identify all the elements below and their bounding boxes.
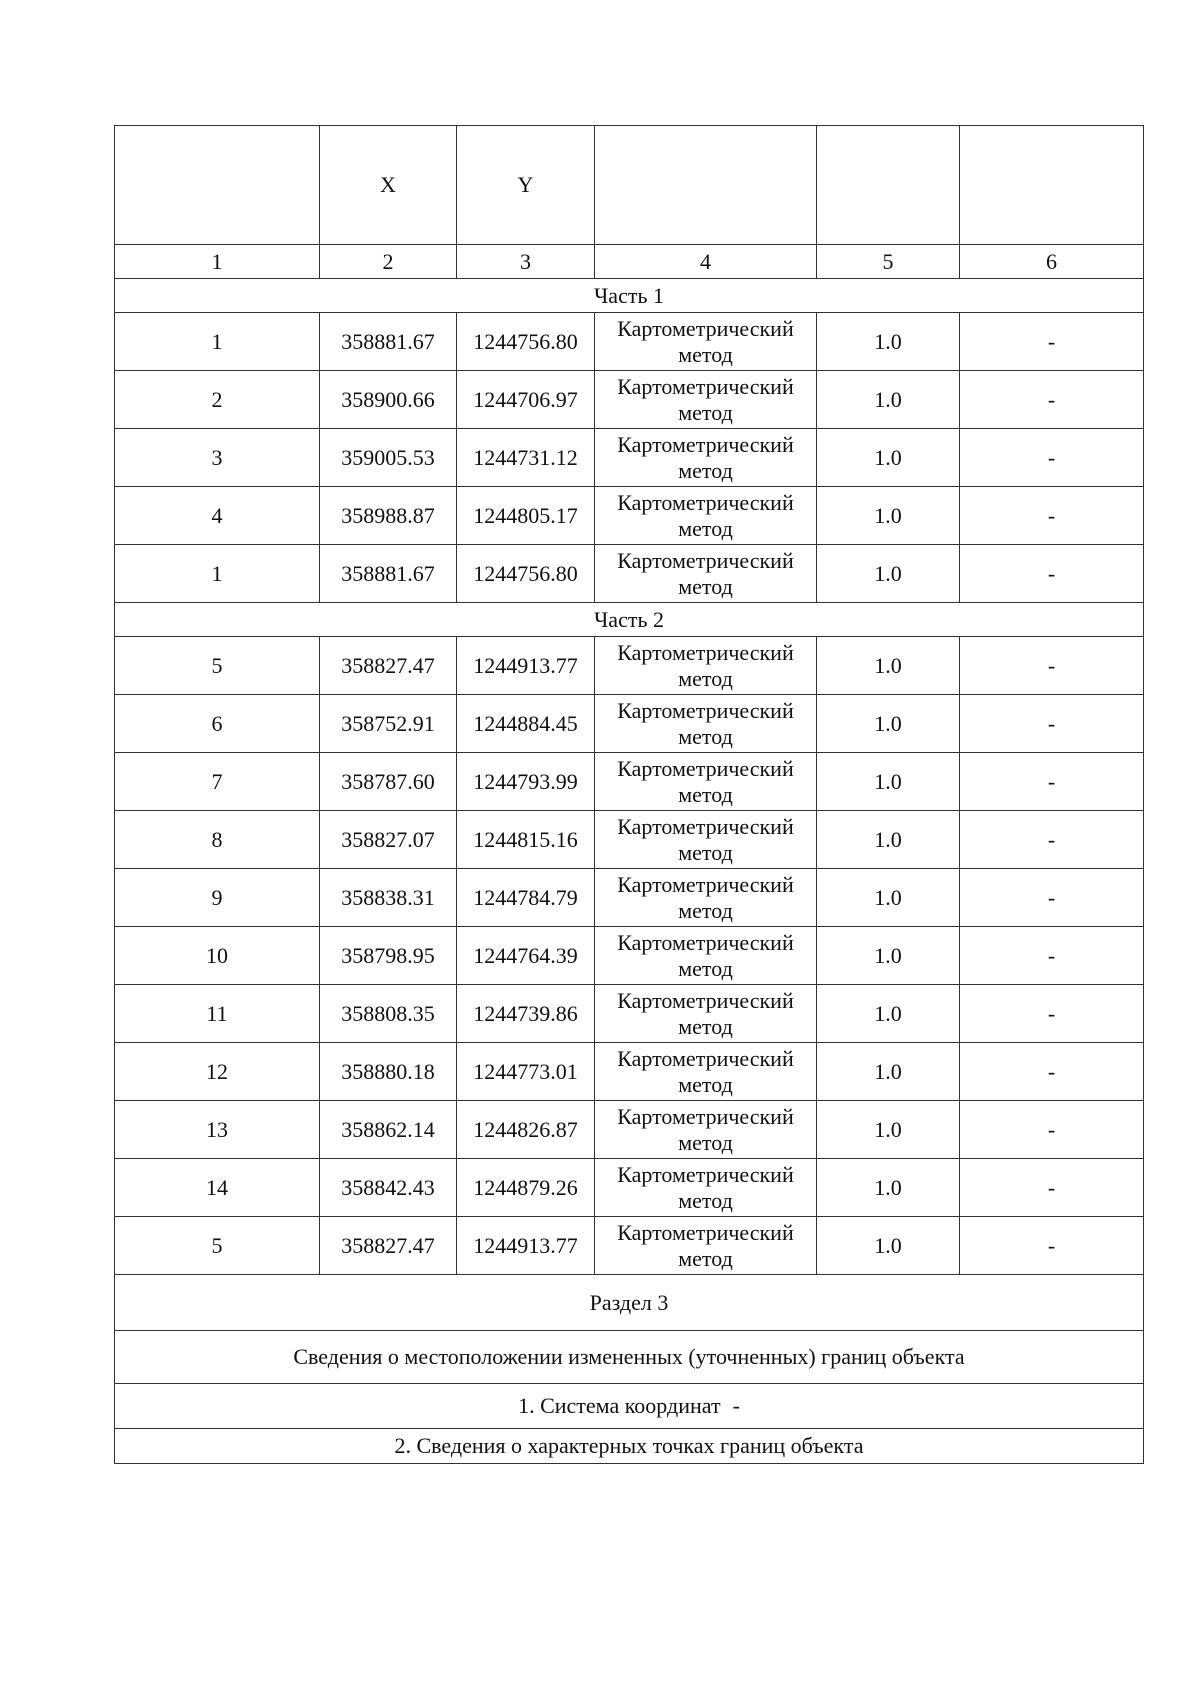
table-row bbox=[115, 1159, 1144, 1217]
point-x: 358827.47 bbox=[320, 637, 457, 695]
column-number: 1 bbox=[115, 245, 320, 279]
point-description: - bbox=[960, 695, 1144, 753]
point-accuracy: 1.0 bbox=[817, 637, 960, 695]
point-accuracy: 1.0 bbox=[817, 695, 960, 753]
method-line-2: метод bbox=[678, 897, 733, 923]
header-cell-6 bbox=[960, 126, 1144, 245]
coord-system-row bbox=[115, 1384, 1144, 1429]
method-line-1: Картометрический bbox=[617, 1103, 794, 1129]
method-line-1: Картометрический bbox=[617, 547, 794, 573]
point-y: 1244884.45 bbox=[457, 695, 595, 753]
method-line-1: Картометрический bbox=[617, 1219, 794, 1245]
point-accuracy: 1.0 bbox=[817, 1217, 960, 1275]
point-method bbox=[595, 695, 817, 753]
point-method bbox=[595, 1217, 817, 1275]
point-x: 358881.67 bbox=[320, 545, 457, 603]
point-description: - bbox=[960, 1101, 1144, 1159]
point-number: 3 bbox=[115, 429, 320, 487]
method-line-2: метод bbox=[678, 573, 733, 599]
method-line-1: Картометрический bbox=[617, 431, 794, 457]
point-x: 358808.35 bbox=[320, 985, 457, 1043]
point-description: - bbox=[960, 985, 1144, 1043]
point-number: 13 bbox=[115, 1101, 320, 1159]
point-number: 10 bbox=[115, 927, 320, 985]
point-description: - bbox=[960, 545, 1144, 603]
column-number: 3 bbox=[457, 245, 595, 279]
points-info-label: 2. Сведения о характерных точках границ объекта bbox=[115, 1429, 1144, 1464]
point-method bbox=[595, 753, 817, 811]
table-row bbox=[115, 1217, 1144, 1275]
method-line-1: Картометрический bbox=[617, 871, 794, 897]
point-y: 1244739.86 bbox=[457, 985, 595, 1043]
method-line-1: Картометрический bbox=[617, 697, 794, 723]
point-number: 8 bbox=[115, 811, 320, 869]
point-y: 1244764.39 bbox=[457, 927, 595, 985]
point-y: 1244826.87 bbox=[457, 1101, 595, 1159]
table-row bbox=[115, 811, 1144, 869]
method-line-2: метод bbox=[678, 1129, 733, 1155]
method-line-1: Картометрический bbox=[617, 755, 794, 781]
part-heading-row bbox=[115, 603, 1144, 637]
table-row bbox=[115, 985, 1144, 1043]
point-accuracy: 1.0 bbox=[817, 1101, 960, 1159]
part-heading: Часть 2 bbox=[115, 603, 1144, 637]
point-y: 1244793.99 bbox=[457, 753, 595, 811]
point-number: 5 bbox=[115, 1217, 320, 1275]
point-method bbox=[595, 487, 817, 545]
column-number: 2 bbox=[320, 245, 457, 279]
table-row bbox=[115, 869, 1144, 927]
points-info-row bbox=[115, 1429, 1144, 1464]
point-method bbox=[595, 1159, 817, 1217]
point-x: 358827.07 bbox=[320, 811, 457, 869]
point-number: 12 bbox=[115, 1043, 320, 1101]
point-number: 6 bbox=[115, 695, 320, 753]
point-accuracy: 1.0 bbox=[817, 1159, 960, 1217]
header-cell-4 bbox=[595, 126, 817, 245]
point-accuracy: 1.0 bbox=[817, 1043, 960, 1101]
table-row bbox=[115, 429, 1144, 487]
section-title-row bbox=[115, 1275, 1144, 1331]
method-line-2: метод bbox=[678, 515, 733, 541]
section-title: Раздел 3 bbox=[115, 1275, 1144, 1331]
point-y: 1244815.16 bbox=[457, 811, 595, 869]
point-x: 358798.95 bbox=[320, 927, 457, 985]
point-accuracy: 1.0 bbox=[817, 927, 960, 985]
point-x: 358842.43 bbox=[320, 1159, 457, 1217]
point-description: - bbox=[960, 371, 1144, 429]
coordinates-table bbox=[114, 125, 1144, 1464]
point-x: 358881.67 bbox=[320, 313, 457, 371]
column-number-row bbox=[115, 245, 1144, 279]
column-number: 4 bbox=[595, 245, 817, 279]
point-description: - bbox=[960, 869, 1144, 927]
table-row bbox=[115, 1101, 1144, 1159]
point-description: - bbox=[960, 429, 1144, 487]
point-method bbox=[595, 927, 817, 985]
method-line-2: метод bbox=[678, 723, 733, 749]
method-line-1: Картометрический bbox=[617, 373, 794, 399]
method-line-2: метод bbox=[678, 1245, 733, 1271]
point-method bbox=[595, 637, 817, 695]
header-cell-y: Y bbox=[457, 126, 595, 245]
section-subtitle: Сведения о местоположении измененных (уточненных) границ объекта bbox=[115, 1331, 1144, 1384]
point-y: 1244756.80 bbox=[457, 545, 595, 603]
point-x: 358787.60 bbox=[320, 753, 457, 811]
coord-system-cell bbox=[115, 1384, 1144, 1429]
point-x: 358988.87 bbox=[320, 487, 457, 545]
point-y: 1244784.79 bbox=[457, 869, 595, 927]
table-header-row bbox=[115, 126, 1144, 245]
point-method bbox=[595, 869, 817, 927]
point-method bbox=[595, 811, 817, 869]
method-line-2: метод bbox=[678, 341, 733, 367]
table-row bbox=[115, 753, 1144, 811]
point-method bbox=[595, 313, 817, 371]
point-accuracy: 1.0 bbox=[817, 313, 960, 371]
table-row bbox=[115, 371, 1144, 429]
method-line-1: Картометрический bbox=[617, 987, 794, 1013]
method-line-1: Картометрический bbox=[617, 929, 794, 955]
coord-system-value: - bbox=[732, 1393, 740, 1418]
method-line-1: Картометрический bbox=[617, 489, 794, 515]
point-accuracy: 1.0 bbox=[817, 487, 960, 545]
table-row bbox=[115, 487, 1144, 545]
point-description: - bbox=[960, 811, 1144, 869]
point-accuracy: 1.0 bbox=[817, 429, 960, 487]
coord-system-label: 1. Система координат bbox=[518, 1393, 721, 1418]
method-line-2: метод bbox=[678, 399, 733, 425]
point-accuracy: 1.0 bbox=[817, 371, 960, 429]
point-description: - bbox=[960, 1043, 1144, 1101]
point-description: - bbox=[960, 487, 1144, 545]
column-number: 6 bbox=[960, 245, 1144, 279]
point-y: 1244913.77 bbox=[457, 1217, 595, 1275]
section-subtitle-row bbox=[115, 1331, 1144, 1384]
table-row bbox=[115, 1043, 1144, 1101]
method-line-2: метод bbox=[678, 1071, 733, 1097]
header-cell-1 bbox=[115, 126, 320, 245]
table-row bbox=[115, 695, 1144, 753]
table-row bbox=[115, 637, 1144, 695]
part-heading: Часть 1 bbox=[115, 279, 1144, 313]
point-accuracy: 1.0 bbox=[817, 985, 960, 1043]
point-y: 1244731.12 bbox=[457, 429, 595, 487]
point-method bbox=[595, 985, 817, 1043]
table-row bbox=[115, 927, 1144, 985]
point-method bbox=[595, 545, 817, 603]
point-accuracy: 1.0 bbox=[817, 545, 960, 603]
point-description: - bbox=[960, 637, 1144, 695]
point-y: 1244756.80 bbox=[457, 313, 595, 371]
point-x: 359005.53 bbox=[320, 429, 457, 487]
point-number: 2 bbox=[115, 371, 320, 429]
method-line-2: метод bbox=[678, 781, 733, 807]
method-line-2: метод bbox=[678, 955, 733, 981]
point-x: 358862.14 bbox=[320, 1101, 457, 1159]
point-x: 358827.47 bbox=[320, 1217, 457, 1275]
point-y: 1244773.01 bbox=[457, 1043, 595, 1101]
point-number: 5 bbox=[115, 637, 320, 695]
method-line-1: Картометрический bbox=[617, 639, 794, 665]
column-number: 5 bbox=[817, 245, 960, 279]
point-y: 1244706.97 bbox=[457, 371, 595, 429]
point-y: 1244805.17 bbox=[457, 487, 595, 545]
point-number: 7 bbox=[115, 753, 320, 811]
point-method bbox=[595, 1043, 817, 1101]
point-x: 358900.66 bbox=[320, 371, 457, 429]
table-row bbox=[115, 545, 1144, 603]
point-y: 1244879.26 bbox=[457, 1159, 595, 1217]
table-row bbox=[115, 313, 1144, 371]
point-description: - bbox=[960, 1159, 1144, 1217]
point-accuracy: 1.0 bbox=[817, 811, 960, 869]
point-description: - bbox=[960, 927, 1144, 985]
point-number: 1 bbox=[115, 545, 320, 603]
method-line-1: Картометрический bbox=[617, 813, 794, 839]
point-method bbox=[595, 371, 817, 429]
point-accuracy: 1.0 bbox=[817, 753, 960, 811]
header-cell-x: X bbox=[320, 126, 457, 245]
point-number: 4 bbox=[115, 487, 320, 545]
point-x: 358838.31 bbox=[320, 869, 457, 927]
method-line-2: метод bbox=[678, 665, 733, 691]
point-accuracy: 1.0 bbox=[817, 869, 960, 927]
method-line-2: метод bbox=[678, 457, 733, 483]
point-method bbox=[595, 429, 817, 487]
method-line-2: метод bbox=[678, 1187, 733, 1213]
method-line-2: метод bbox=[678, 1013, 733, 1039]
point-number: 1 bbox=[115, 313, 320, 371]
header-cell-5 bbox=[817, 126, 960, 245]
part-heading-row bbox=[115, 279, 1144, 313]
point-method bbox=[595, 1101, 817, 1159]
method-line-1: Картометрический bbox=[617, 1161, 794, 1187]
point-number: 14 bbox=[115, 1159, 320, 1217]
point-number: 11 bbox=[115, 985, 320, 1043]
point-x: 358752.91 bbox=[320, 695, 457, 753]
method-line-1: Картометрический bbox=[617, 1045, 794, 1071]
point-description: - bbox=[960, 1217, 1144, 1275]
point-y: 1244913.77 bbox=[457, 637, 595, 695]
method-line-1: Картометрический bbox=[617, 315, 794, 341]
point-number: 9 bbox=[115, 869, 320, 927]
point-description: - bbox=[960, 753, 1144, 811]
point-x: 358880.18 bbox=[320, 1043, 457, 1101]
method-line-2: метод bbox=[678, 839, 733, 865]
point-description: - bbox=[960, 313, 1144, 371]
